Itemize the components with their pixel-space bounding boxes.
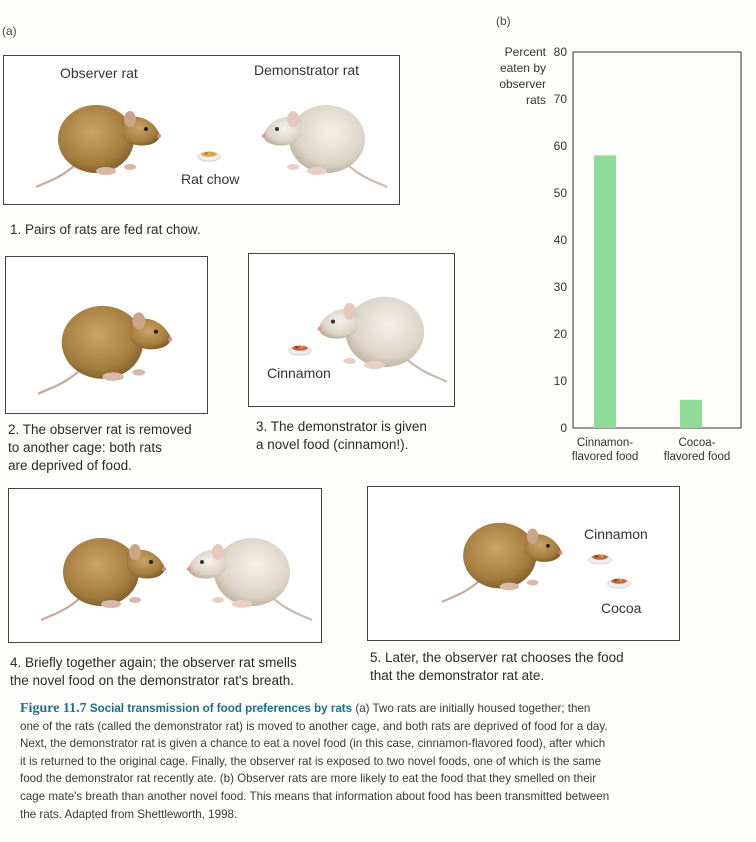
demonstrator-rat-label: Demonstrator rat: [254, 62, 360, 78]
step4-caption: [10, 654, 297, 690]
cinnamon-bowl: [587, 551, 613, 565]
step3-caption-line2: a novel food (cinnamon!).: [256, 437, 409, 452]
chart-y-axis-label: [499, 45, 546, 107]
step2-caption-line2: to another cage: both rats: [8, 440, 162, 455]
rat-chow-bowl: [196, 148, 222, 162]
chart-x-tick-label: flavored food: [571, 451, 639, 463]
demonstrator-rat-image: [249, 86, 389, 196]
chart-y-tick-label: 60: [553, 139, 567, 153]
figure-number: Figure 11.7: [20, 701, 87, 716]
panel-b-label: (b): [496, 14, 511, 28]
figure-caption: [20, 700, 610, 823]
chart-x-labels: [572, 437, 731, 463]
step4-caption-line2: the novel food on the demonstrator rat's breath.: [10, 673, 295, 688]
step2-caption-line3: are deprived of food.: [8, 458, 132, 473]
figure-title: Social transmission of food preferences by rats: [89, 702, 353, 715]
step5-box: [367, 486, 680, 641]
step1-box: [3, 55, 400, 205]
cocoa-bowl: [606, 575, 632, 589]
observer-rat-image: [36, 287, 186, 402]
chart-y-tick-label: 20: [553, 327, 567, 341]
step2-caption-line1: 2. The observer rat is removed: [8, 422, 192, 437]
chart-ylabel-line: Percent: [504, 45, 546, 59]
chart-y-tick-label: 70: [553, 92, 567, 106]
step5-caption-line2: that the demonstrator rat ate.: [370, 668, 545, 683]
step4-box: [8, 488, 322, 643]
cocoa-label: Cocoa: [601, 600, 642, 616]
chart-y-tick-label: 0: [560, 421, 567, 435]
figure-caption-body: (a) Two rats are initially housed together; then one of the rats (called the demonstrator rat) is moved to another cage, and both rats are deprived of food for a day. Next, the demonstrator rat is given a chance to eat a novel food (in this case, cinnamon-flavored food), after which it is returned to the original cage. Finally, the observer rat is exposed to two novel foods, one of which is the same food the demonstrator rat recently ate. (b) Observer rats are more likely to eat the food that they smelled on their cage mate's breath than another novel food. This means that information about food has been transmitted between the rats. Adapted from Shettleworth, 1998.: [20, 702, 610, 821]
panel-a-label: (a): [2, 24, 17, 38]
step5-caption: [370, 649, 624, 685]
step1-caption: 1. Pairs of rats are fed rat chow.: [10, 222, 201, 237]
observer-rat-image: [34, 86, 174, 196]
observer-rat-image: [440, 505, 575, 610]
cinnamon-label: Cinnamon: [267, 365, 331, 381]
step3-caption: [256, 418, 427, 454]
observer-rat-image: [39, 519, 179, 629]
chart-bar: [680, 400, 702, 428]
step3-box: [248, 253, 455, 407]
chart-y-ticks: [554, 45, 568, 435]
cinnamon-label: Cinnamon: [584, 526, 648, 542]
bar-chart: [495, 40, 745, 480]
step4-caption-line1: 4. Briefly together again; the observer rat smells: [10, 655, 297, 670]
chart-x-tick-label: Cinnamon-: [576, 437, 634, 449]
chart-y-tick-label: 40: [553, 233, 567, 247]
chart-bars: [594, 155, 702, 428]
chart-bar: [594, 155, 616, 428]
chart-ylabel-line: rats: [525, 93, 546, 107]
step2-caption: [8, 421, 192, 475]
chart-y-tick-label: 50: [553, 186, 567, 200]
chart-x-tick-label: flavored food: [663, 451, 731, 463]
chart-y-tick-label: 10: [553, 374, 567, 388]
chart-ylabel-line: eaten by: [499, 61, 546, 75]
chart-ylabel-line: observer: [499, 77, 546, 91]
chart-x-tick-label: Cocoa-: [678, 437, 716, 449]
step3-caption-line1: 3. The demonstrator is given: [256, 419, 427, 434]
step5-caption-line1: 5. Later, the observer rat chooses the food: [370, 650, 624, 665]
rat-chow-label: Rat chow: [181, 171, 240, 187]
observer-rat-label: Observer rat: [60, 65, 138, 81]
chart-y-tick-label: 30: [553, 280, 567, 294]
step2-box: [5, 256, 208, 414]
demonstrator-rat-image: [174, 519, 314, 629]
chart-y-tick-label: 80: [553, 45, 567, 59]
cinnamon-bowl: [287, 342, 313, 356]
